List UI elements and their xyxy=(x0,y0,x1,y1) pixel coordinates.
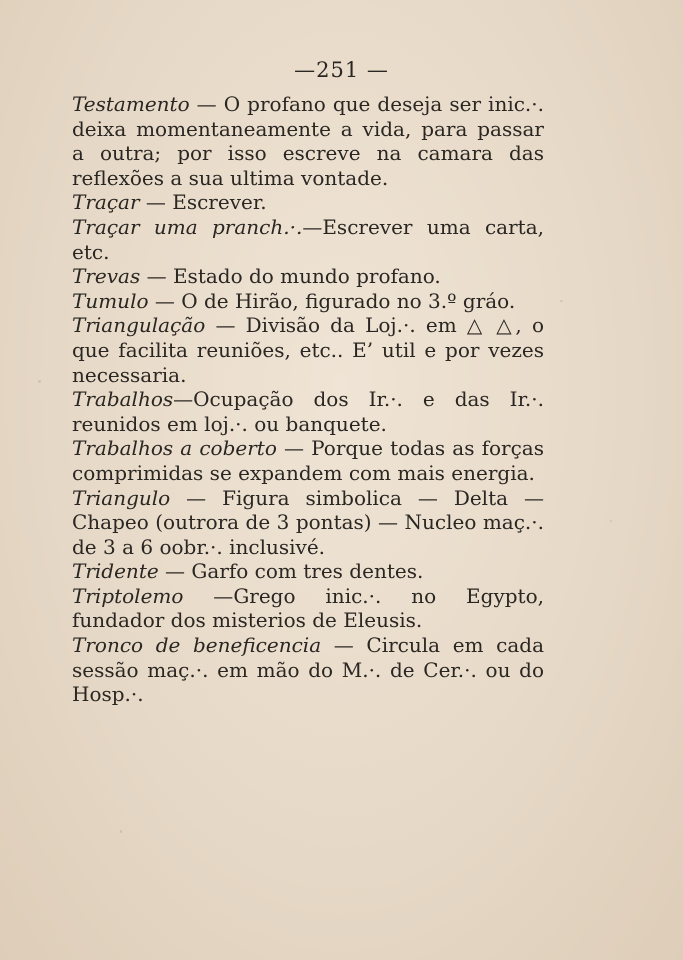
entry-term: Tronco de beneficencia xyxy=(72,633,322,658)
glossary-entry: Triptolemo —Grego inic.·. no Egypto, fundador dos misterios de Eleusis. xyxy=(72,583,544,633)
entry-definition: O profano que deseja ser inic.·. deixa momentaneamente a vida, para passar a outra; por isso escreve na camara das reflexões a sua ultima vontade. xyxy=(72,92,545,190)
entry-definition: Porque todas as forças comprimidas se expandem com mais energia. xyxy=(72,436,544,485)
glossary-entry: Trabalhos—Ocupação dos Ir.·. e das Ir.·. reunidos em loj.·. ou banquete. xyxy=(72,387,544,436)
entry-definition: O de Hirão, figurado no 3.º gráo. xyxy=(181,288,516,313)
glossary-entry: Traçar uma pranch.·.—Escrever uma carta, etc. xyxy=(72,214,544,264)
entry-term: Traçar uma pranch.·. xyxy=(72,214,303,239)
glossary-entry: Trevas — Estado do mundo profano. xyxy=(72,264,441,289)
glossary-entry: Tumulo — O de Hirão, figurado no 3.º gráo. xyxy=(72,288,516,313)
entry-definition: Garfo com tres dentes. xyxy=(191,559,424,584)
entry-term: Triptolemo xyxy=(72,583,184,608)
entry-definition: Divisão da Loj.·. em △ △, o que facilita reuniões, etc.. E’ util e por vezes necessaria. xyxy=(72,313,544,387)
paper-fleck xyxy=(120,830,122,833)
entry-term: Triangulo xyxy=(72,485,171,510)
paper-fleck xyxy=(560,300,563,302)
glossary-entry: Testamento — O profano que deseja ser inic.·. deixa momentaneamente a vida, para passar a outra; por isso escreve na camara das reflexões a sua ultima vontade. xyxy=(72,92,545,190)
entry-definition: Grego inic.·. no Egypto, fundador dos misterios de Eleusis. xyxy=(72,583,544,633)
glossary-text xyxy=(72,92,544,707)
entry-term: Tridente xyxy=(72,559,159,584)
entry-term: Traçar xyxy=(72,190,140,215)
glossary-entry: Triangulação — Divisão da Loj.·. em △ △, o que facilita reuniões, etc.. E’ util e por vezes necessaria. xyxy=(72,313,544,387)
paper-fleck xyxy=(610,520,612,522)
entry-definition: Escrever. xyxy=(172,190,267,215)
glossary-entry: Tridente — Garfo com tres dentes. xyxy=(72,559,424,584)
entry-term: Triangulação xyxy=(72,313,206,338)
entry-definition: Figura simbolica — Delta — Chapeo (outrora de 3 pontas) — Nucleo maç.·. de 3 a 6 oobr.·. inclusivé. xyxy=(72,485,544,559)
entry-definition: Escrever uma carta, etc. xyxy=(72,214,544,264)
glossary-entry: Trabalhos a coberto — Porque todas as forças comprimidas se expandem com mais energia. xyxy=(72,436,544,485)
glossary-entry: Traçar — Escrever. xyxy=(72,190,267,215)
entry-term: Tumulo xyxy=(72,288,149,313)
entry-definition: Circula em cada sessão maç.·. em mão do M.·. de Cer.·. ou do Hosp.·. xyxy=(72,633,544,707)
entry-definition: Estado do mundo profano. xyxy=(172,264,441,289)
glossary-entry: Triangulo — Figura simbolica — Delta — Chapeo (outrora de 3 pontas) — Nucleo maç.·. de 3 a 6 oobr.·. inclusivé. xyxy=(72,485,544,559)
entry-term: Testamento xyxy=(72,92,190,116)
glossary-entry: Tronco de beneficencia — Circula em cada sessão maç.·. em mão do M.·. de Cer.·. ou do Hosp.·. xyxy=(72,633,544,707)
entry-term: Trabalhos a coberto xyxy=(72,436,277,461)
entry-term: Trevas xyxy=(72,264,141,289)
entry-definition: Ocupação dos Ir.·. e das Ir.·. reunidos em loj.·. ou banquete. xyxy=(72,387,544,436)
paper-fleck xyxy=(38,380,41,383)
entry-term: Trabalhos xyxy=(72,387,174,412)
page-number: —251 — xyxy=(294,58,389,82)
